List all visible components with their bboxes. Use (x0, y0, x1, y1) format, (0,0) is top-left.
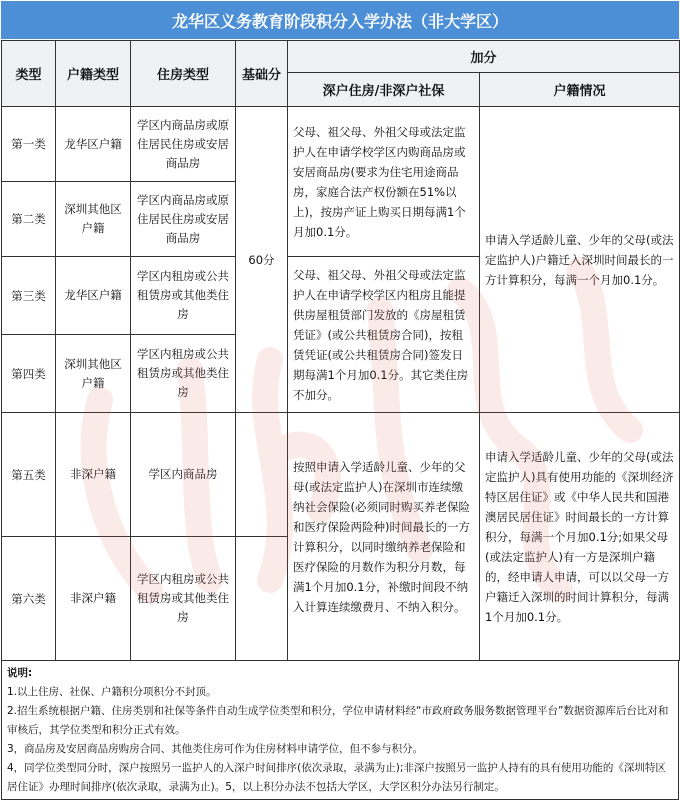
row-hukou: 龙华区户籍 (56, 257, 131, 335)
row-type: 第二类 (2, 182, 56, 257)
housing-rented-text: 父母、祖父母、外祖父母或法定监护人在申请学校学区内租房且能提供房屋租赁部门发放的《房屋租赁凭证》(或公共租赁房合同)，按租赁凭证(或公共租赁房合同)签发日期每满1个月加0.1分。其它类住房不加分。 (288, 257, 480, 413)
table-row (2, 107, 680, 182)
hukou-non-shenzhen-text: 申请入学适龄儿童、少年的父母(或法定监护人)具有使用功能的《深圳经济特区居住证》或《中华人民共和国港澳居民居住证》时间最长的一方计算积分，每满一个月加0.1分;如果父母(或法定监护人)有一方是深圳户籍的，经申请人申请，可以以父母一方户籍迁入深圳的时间计算积分，每满1个月加0.1分。 (480, 413, 680, 661)
note-item: 2.招生系统根据户籍、住房类别和社保等条件自动生成学位类型和积分，学位申请材料经“市政府政务服务数据管理平台”数据资源库后台比对和审核后，其学位类型和积分正式有效。 (7, 705, 669, 736)
notes-section (1, 660, 679, 800)
row-hukou: 非深户籍 (56, 413, 131, 537)
header-housing-type: 住房类型 (131, 41, 236, 107)
note-item: 3，商品房及安居商品房购房合同、其他类住房可作为住房材料申请学位，但不参与积分。 (7, 743, 424, 755)
row-hukou: 深圳其他区户籍 (56, 335, 131, 413)
base-score-empty (236, 413, 288, 537)
row-type: 第四类 (2, 335, 56, 413)
row-type: 第五类 (2, 413, 56, 537)
row-housing: 学区内商品房或原住居民住房或安居商品房 (131, 107, 236, 182)
row-housing: 学区内租房或公共租赁房或其他类住房 (131, 257, 236, 335)
row-hukou: 深圳其他区户籍 (56, 182, 131, 257)
housing-non-shenzhen-text: 按照申请入学适龄儿童、少年的父母(或法定监护人)在深圳市连续缴纳社会保险(必须同时购买养老保险和医疗保险两险种)时间最长的一方计算积分，以同时缴纳养老保险和医疗保险的月数作为积分月数，每满1个月加0.1分，补缴时间段不纳入计算连续缴费月、不纳入积分。 (288, 413, 480, 661)
table-row (2, 413, 680, 537)
row-type: 第六类 (2, 537, 56, 661)
header-hukou-type: 户籍类型 (56, 41, 131, 107)
header-base-score: 基础分 (236, 41, 288, 107)
notes-heading: 说明: (7, 667, 33, 679)
base-score: 60分 (236, 107, 288, 413)
housing-owned-text: 父母、祖父母、外祖父母或法定监护人在申请学校学区内购商品房或安居商品房(要求为住宅用途商品房，家庭合法产权份额在51%以上)，按房产证上购买日期每满1个月加0.1分。 (288, 107, 480, 257)
row-housing: 学区内商品房 (131, 413, 236, 537)
row-hukou: 非深户籍 (56, 537, 131, 661)
hukou-shenzhen-text: 申请入学适龄儿童、少年的父母(或法定监护人)户籍迁入深圳时间最长的一方计算积分，每满一个月加0.1分。 (480, 107, 680, 413)
header-row-top (2, 41, 680, 73)
admission-table (1, 40, 680, 661)
table-title: 龙华区义务教育阶段积分入学办法（非大学区） (1, 1, 679, 39)
header-housing-social: 深户住房/非深户社保 (288, 73, 480, 107)
header-bonus: 加分 (288, 41, 680, 73)
row-hukou: 龙华区户籍 (56, 107, 131, 182)
base-score-empty (236, 537, 288, 661)
row-type: 第三类 (2, 257, 56, 335)
note-item: 1.以上住房、社保、户籍积分项积分不封顶。 (7, 686, 217, 698)
header-hukou-status: 户籍情况 (480, 73, 680, 107)
header-type: 类型 (2, 41, 56, 107)
row-housing: 学区内租房或公共租赁房或其他类住房 (131, 335, 236, 413)
row-housing: 学区内商品房或原住居民住房或安居商品房 (131, 182, 236, 257)
row-housing: 学区内租房或公共租赁房或其他类住房 (131, 537, 236, 661)
note-item: 4，同学位类型同分时，深户按照另一监护人的入深户时间排序(依次录取，录满为止);非深户按照另一监护人持有的具有使用功能的《深圳特区居住证》办理时间排序(依次录取，录满为止)。5，以上积分办法不包括大学区，大学区积分办法另行制定。 (7, 762, 666, 793)
row-type: 第一类 (2, 107, 56, 182)
